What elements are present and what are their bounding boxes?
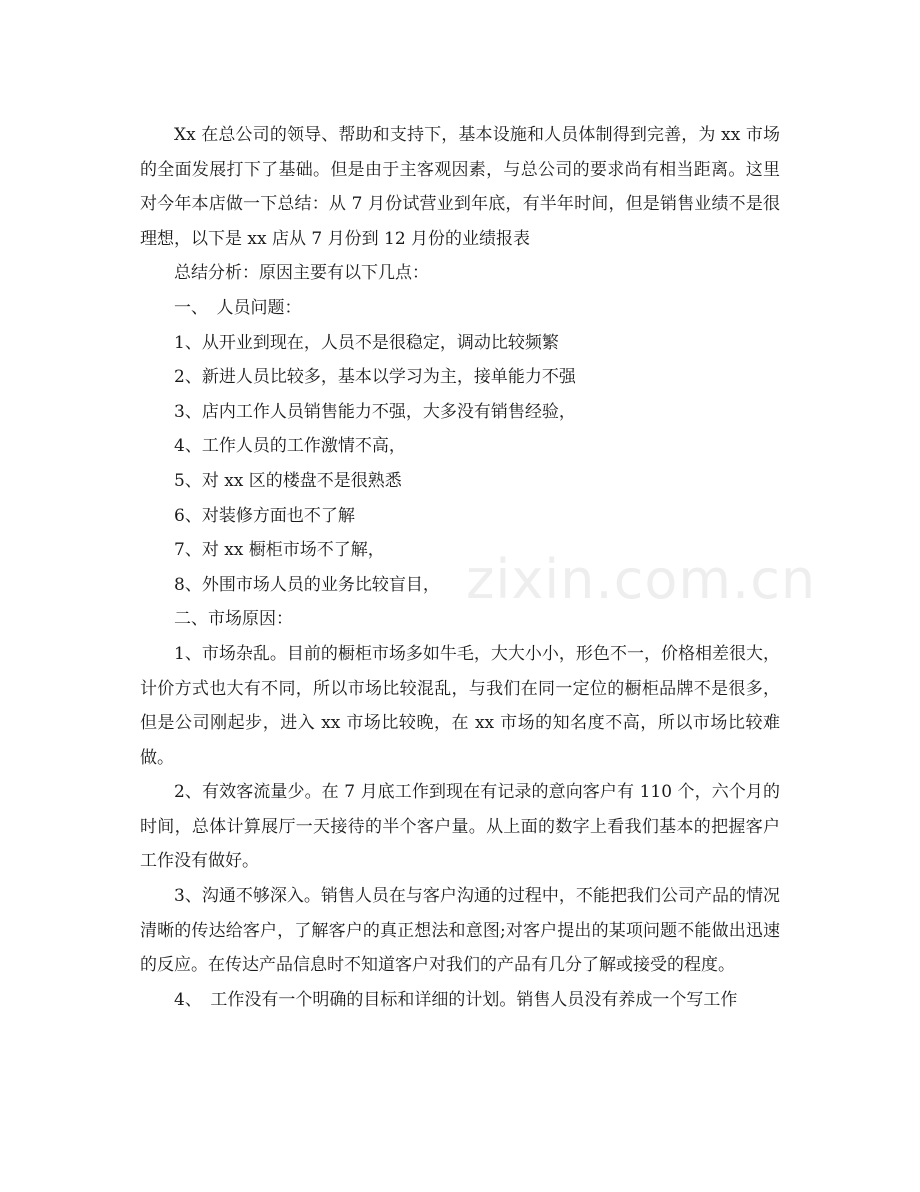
summary-heading: 总结分析：原因主要有以下几点： — [174, 263, 429, 284]
list-item: 4、工作人员的工作激情不高， — [174, 436, 406, 457]
section-heading-personnel: 一、 人员问题： — [174, 297, 302, 318]
document-body — [140, 118, 780, 1017]
list-item: 6、对装修方面也不了解 — [174, 505, 355, 526]
list-item: 7、对 xx 橱柜市场不了解， — [174, 540, 385, 561]
body-paragraph: 2、有效客流量少。在 7 月底工作到现在有记录的意向客户有 110 个，六个月的时间，总体计算展厅一天接待的半个客户量。从上面的数字上看我们基本的把握客户工作没有做好。 — [140, 782, 780, 872]
body-paragraph: 4、 工作没有一个明确的目标和详细的计划。销售人员没有养成一个写工作 — [174, 989, 738, 1010]
list-item: 3、店内工作人员销售能力不强，大多没有销售经验， — [174, 401, 576, 422]
list-item: 1、从开业到现在，人员不是很稳定，调动比较频繁 — [174, 332, 559, 353]
list-item: 8、外围市场人员的业务比较盲目， — [174, 574, 440, 595]
list-item: 2、新进人员比较多，基本以学习为主，接单能力不强 — [174, 367, 576, 388]
list-item: 5、对 xx 区的楼盘不是很熟悉 — [174, 470, 402, 491]
watermark-text: zixin.com.cn — [466, 548, 817, 611]
body-paragraph: 1、市场杂乱。目前的橱柜市场多如牛毛，大大小小，形色不一，价格相差很大，计价方式也大有不同，所以市场比较混乱，与我们在同一定位的橱柜品牌不是很多，但是公司刚起步，进入 xx 市场比较晚，在 xx 市场的知名度不高，所以市场比较难做。 — [140, 643, 780, 768]
intro-paragraph: Xx 在总公司的领导、帮助和支持下，基本设施和人员体制得到完善，为 xx 市场的全面发展打下了基础。但是由于主客观因素，与总公司的要求尚有相当距离。这里对今年本店做一下总结：从 7 月份试营业到年底，有半年时间，但是销售业绩不是很理想，以下是 xx 店从 7 月份到 12 月份的业绩报表 — [140, 125, 780, 249]
body-paragraph: 3、沟通不够深入。销售人员在与客户沟通的过程中，不能把我们公司产品的情况清晰的传达给客户，了解客户的真正想法和意图;对客户提出的某项问题不能做出迅速的反应。在传达产品信息时不知道客户对我们的产品有几分了解或接受的程度。 — [140, 886, 780, 976]
section-heading-market: 二、市场原因： — [174, 609, 293, 630]
